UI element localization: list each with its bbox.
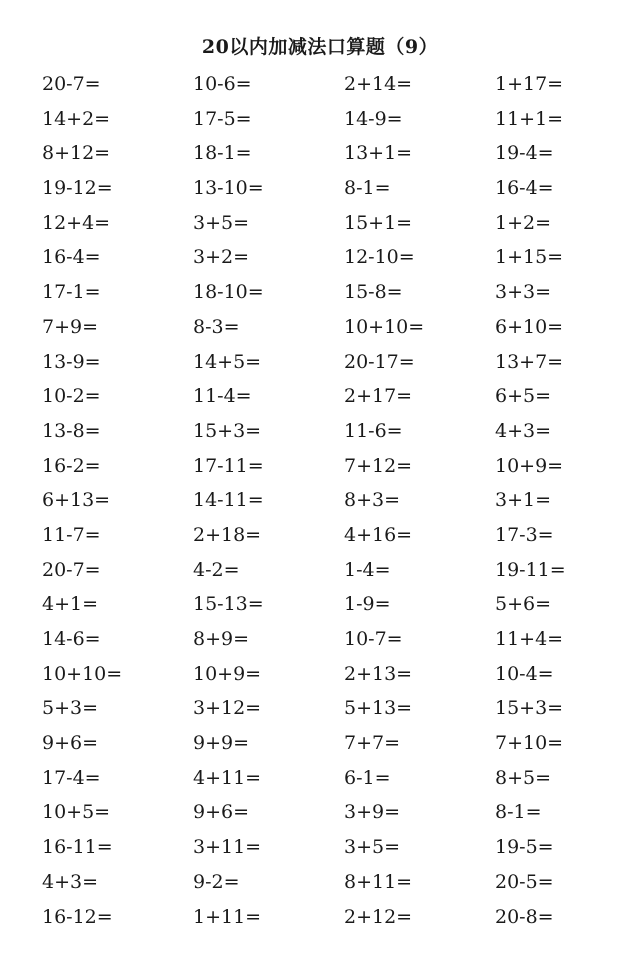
arithmetic-problem: 10-7= <box>344 628 403 650</box>
arithmetic-problem: 17-1= <box>42 281 101 304</box>
arithmetic-problem: 6+13= <box>42 489 111 512</box>
arithmetic-problem: 7+9= <box>42 315 99 338</box>
arithmetic-problem: 8+9= <box>193 628 250 650</box>
arithmetic-problem: 16-2= <box>42 454 101 477</box>
arithmetic-problem: 7+10= <box>495 732 564 755</box>
arithmetic-problem: 7+7= <box>344 732 401 755</box>
arithmetic-problem: 8-3= <box>193 315 240 338</box>
arithmetic-problem: 20-17= <box>344 350 415 373</box>
arithmetic-problem: 10+9= <box>495 454 564 477</box>
arithmetic-problem: 14-11= <box>193 489 264 512</box>
arithmetic-problem: 3+9= <box>344 801 401 824</box>
arithmetic-problem: 2+13= <box>344 662 413 685</box>
arithmetic-problem: 3+12= <box>193 697 262 720</box>
arithmetic-problem: 20-8= <box>495 905 554 928</box>
arithmetic-problem: 1-9= <box>344 593 391 616</box>
arithmetic-problem: 9+6= <box>193 801 250 824</box>
arithmetic-problem: 17-3= <box>495 523 554 546</box>
arithmetic-problem: 2+18= <box>193 523 262 546</box>
arithmetic-problem: 8+5= <box>495 766 552 789</box>
arithmetic-problem: 3+3= <box>495 281 552 304</box>
arithmetic-problem: 16-11= <box>42 836 113 859</box>
arithmetic-problem: 19-5= <box>495 836 554 859</box>
arithmetic-problem: 15+3= <box>495 697 564 720</box>
arithmetic-problem: 14+5= <box>193 350 262 373</box>
arithmetic-problem: 12-10= <box>344 246 415 269</box>
arithmetic-problem: 11-6= <box>344 419 403 442</box>
arithmetic-problem: 9+6= <box>42 732 99 755</box>
arithmetic-problem: 15-8= <box>344 281 403 304</box>
arithmetic-problem: 8-1= <box>495 801 542 824</box>
arithmetic-problem: 17-11= <box>193 454 264 477</box>
problem-grid <box>42 71 602 938</box>
arithmetic-problem: 13-8= <box>42 419 101 442</box>
arithmetic-problem: 1+17= <box>495 73 564 95</box>
arithmetic-problem: 4+1= <box>42 593 99 616</box>
arithmetic-problem: 18-1= <box>193 142 252 165</box>
arithmetic-problem: 3+1= <box>495 489 552 512</box>
arithmetic-problem: 8+12= <box>42 142 111 165</box>
arithmetic-problem: 12+4= <box>42 211 111 234</box>
arithmetic-problem: 6+10= <box>495 315 564 338</box>
arithmetic-problem: 10+9= <box>193 662 262 685</box>
arithmetic-problem: 2+12= <box>344 905 413 928</box>
arithmetic-problem: 10-4= <box>495 662 554 685</box>
arithmetic-problem: 1-4= <box>344 558 391 581</box>
arithmetic-problem: 16-4= <box>495 177 554 200</box>
arithmetic-problem: 13+7= <box>495 350 564 373</box>
arithmetic-problem: 11+1= <box>495 107 564 130</box>
arithmetic-problem: 10-2= <box>42 385 101 408</box>
arithmetic-problem: 13-10= <box>193 177 264 200</box>
arithmetic-problem: 18-10= <box>193 281 264 304</box>
arithmetic-problem: 11-7= <box>42 523 101 546</box>
arithmetic-problem: 3+5= <box>344 836 401 859</box>
arithmetic-problem: 8+11= <box>344 870 413 893</box>
arithmetic-problem: 10+5= <box>42 801 111 824</box>
arithmetic-problem: 20-7= <box>42 558 101 581</box>
arithmetic-problem: 3+11= <box>193 836 262 859</box>
arithmetic-problem: 1+11= <box>193 905 262 928</box>
arithmetic-problem: 8-1= <box>344 177 391 200</box>
arithmetic-problem: 10+10= <box>344 315 425 338</box>
arithmetic-problem: 8+3= <box>344 489 401 512</box>
arithmetic-problem: 5+6= <box>495 593 552 616</box>
arithmetic-problem: 13-9= <box>42 350 101 373</box>
arithmetic-problem: 4-2= <box>193 558 240 581</box>
arithmetic-problem: 14-6= <box>42 628 101 650</box>
arithmetic-problem: 15-13= <box>193 593 264 616</box>
worksheet-title: 20以内加减法口算题（9） <box>201 36 439 58</box>
arithmetic-problem: 17-5= <box>193 107 252 130</box>
arithmetic-problem: 20-5= <box>495 870 554 893</box>
arithmetic-problem: 17-4= <box>42 766 101 789</box>
arithmetic-problem: 15+3= <box>193 419 262 442</box>
arithmetic-problem: 1+15= <box>495 246 564 269</box>
arithmetic-problem: 5+13= <box>344 697 413 720</box>
arithmetic-problem: 9+9= <box>193 732 250 755</box>
arithmetic-problem: 2+14= <box>344 73 413 95</box>
arithmetic-problem: 3+5= <box>193 211 250 234</box>
arithmetic-problem: 5+3= <box>42 697 99 720</box>
arithmetic-problem: 13+1= <box>344 142 413 165</box>
arithmetic-problem: 7+12= <box>344 454 413 477</box>
arithmetic-problem: 10-6= <box>193 73 252 95</box>
arithmetic-problem: 11-4= <box>193 385 252 408</box>
arithmetic-problem: 3+2= <box>193 246 250 269</box>
arithmetic-problem: 19-12= <box>42 177 113 200</box>
arithmetic-problem: 19-4= <box>495 142 554 165</box>
arithmetic-problem: 14+2= <box>42 107 111 130</box>
arithmetic-problem: 20-7= <box>42 73 101 95</box>
arithmetic-problem: 16-12= <box>42 905 113 928</box>
arithmetic-problem: 19-11= <box>495 558 566 581</box>
arithmetic-problem: 9-2= <box>193 870 240 893</box>
arithmetic-problem: 4+3= <box>42 870 99 893</box>
arithmetic-problem: 15+1= <box>344 211 413 234</box>
arithmetic-problem: 10+10= <box>42 662 123 685</box>
arithmetic-problem: 16-4= <box>42 246 101 269</box>
arithmetic-problem: 2+17= <box>344 385 413 408</box>
arithmetic-problem: 6+5= <box>495 385 552 408</box>
arithmetic-problem: 14-9= <box>344 107 403 130</box>
arithmetic-problem: 1+2= <box>495 211 552 234</box>
arithmetic-problem: 11+4= <box>495 628 564 650</box>
arithmetic-problem: 4+3= <box>495 419 552 442</box>
arithmetic-problem: 4+11= <box>193 766 262 789</box>
arithmetic-problem: 6-1= <box>344 766 391 789</box>
arithmetic-problem: 4+16= <box>344 523 413 546</box>
